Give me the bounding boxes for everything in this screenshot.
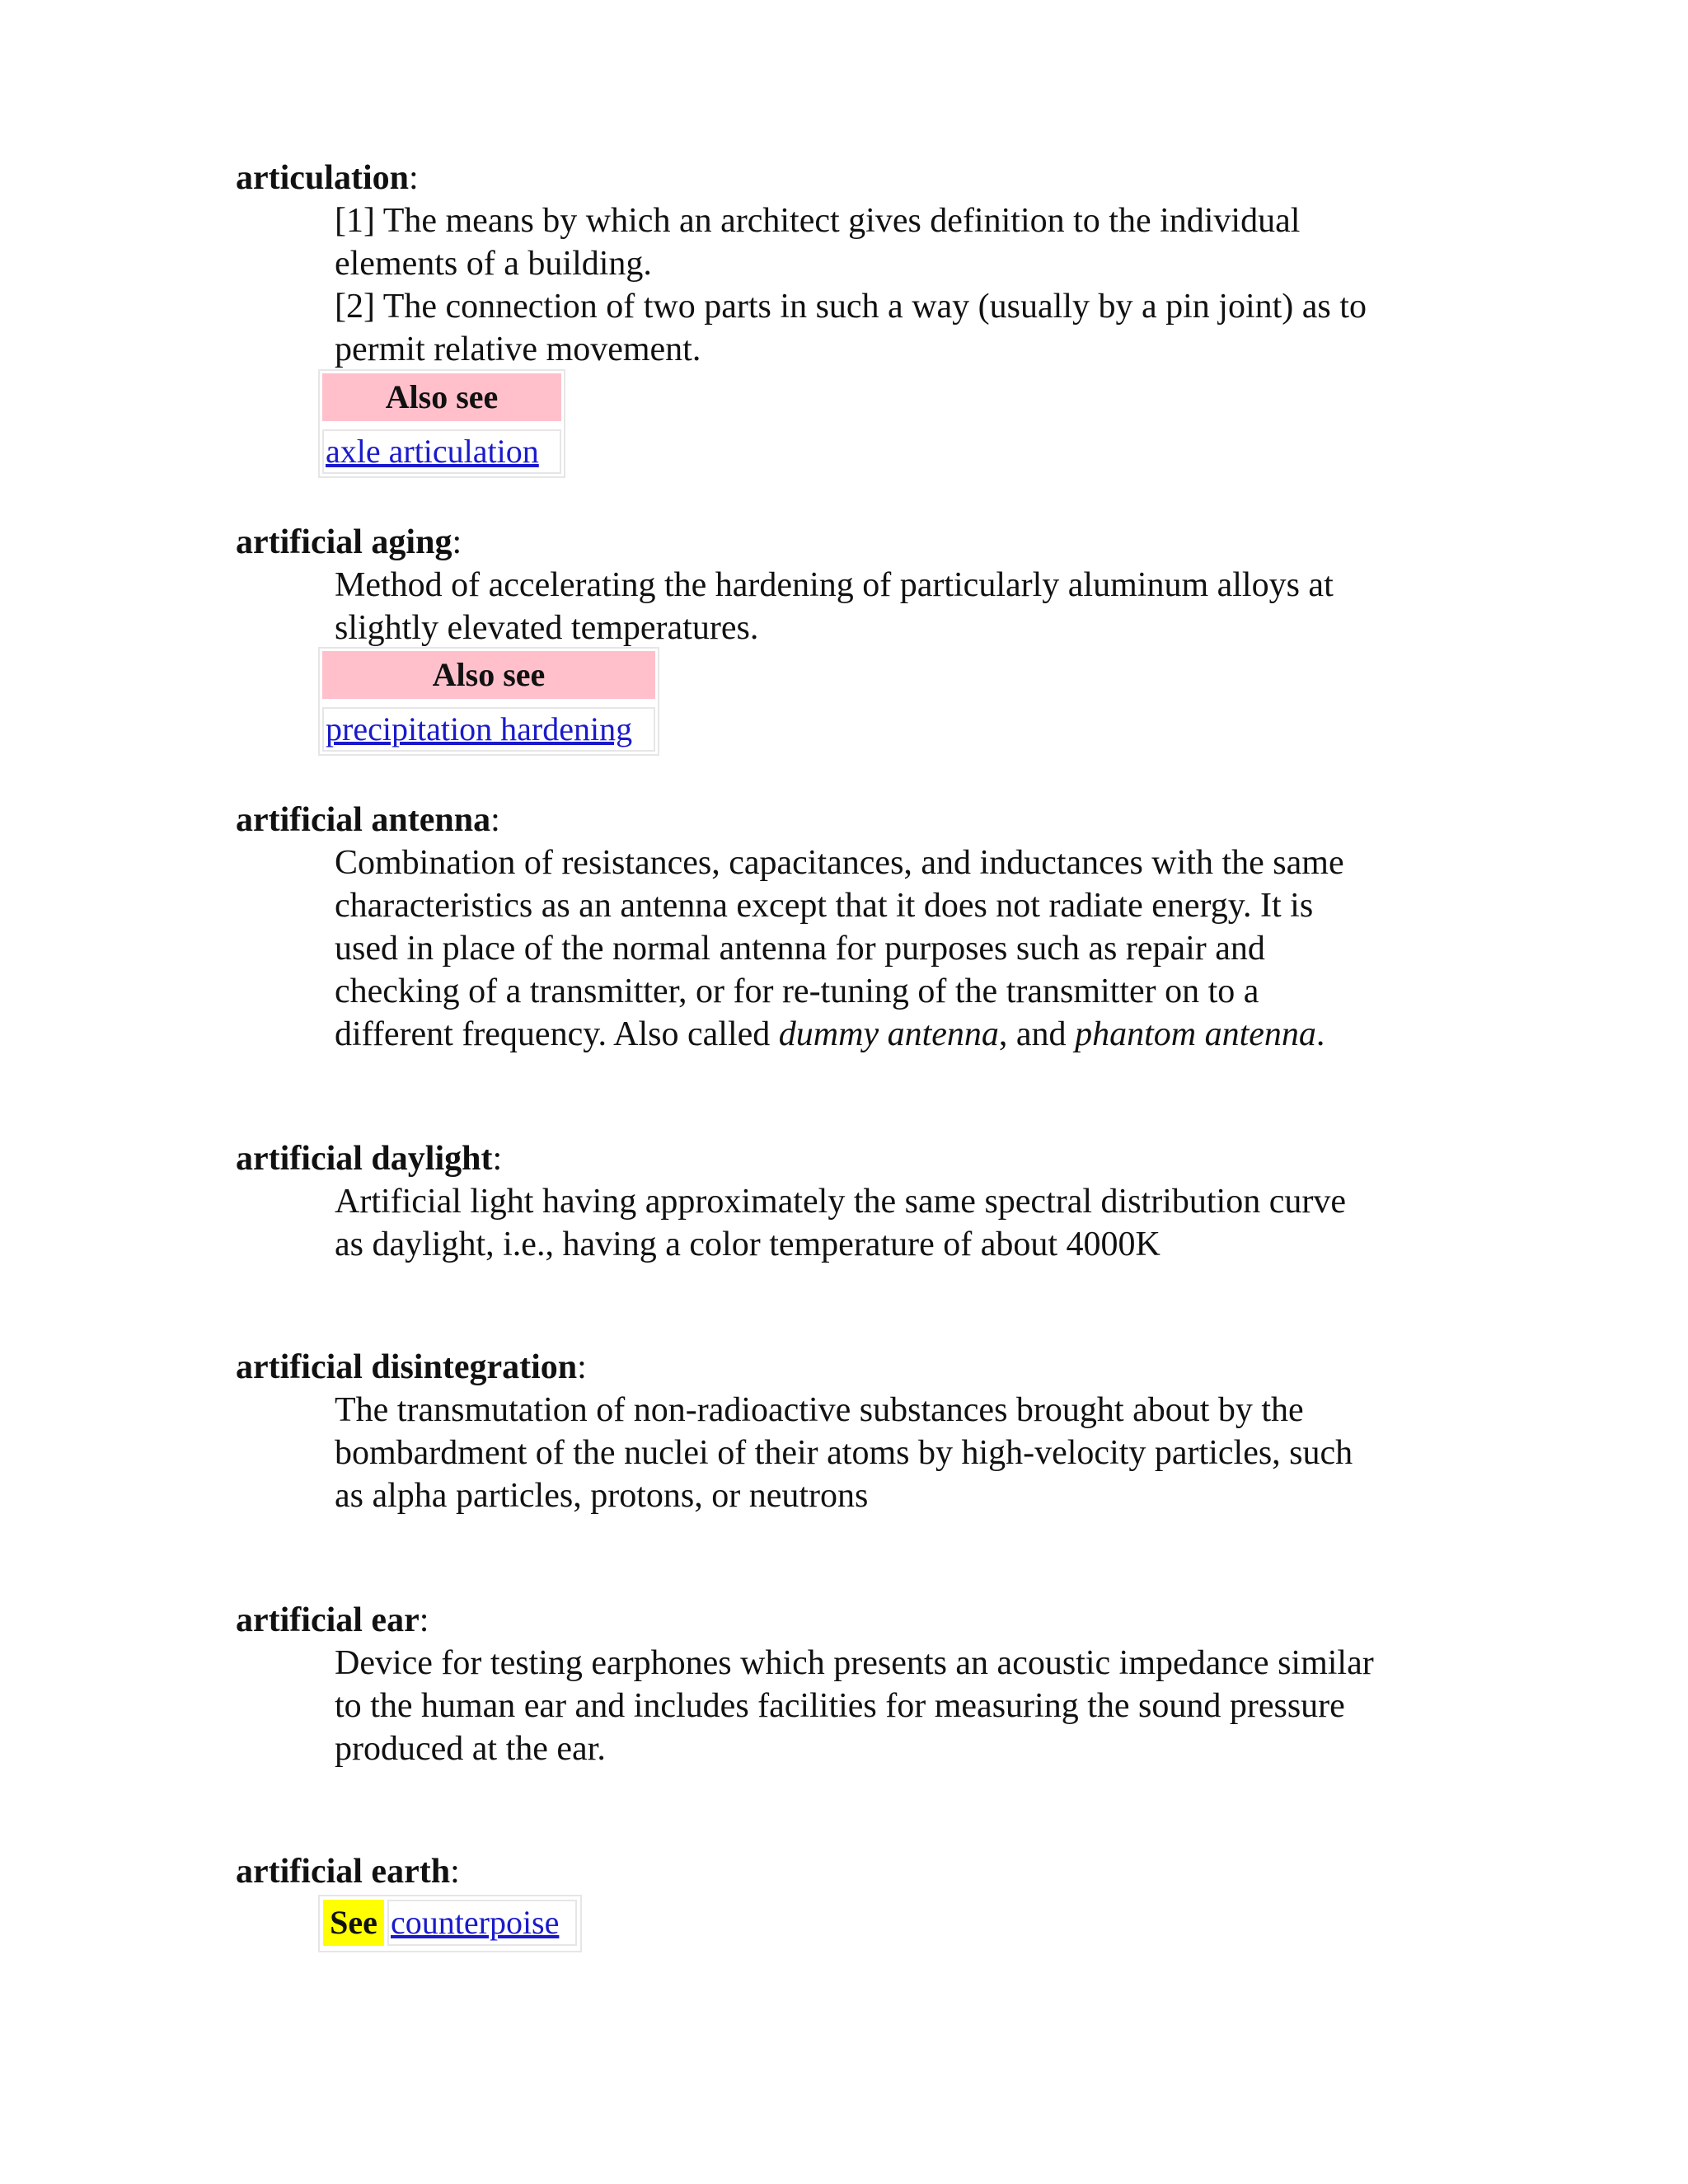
definition-line: bombardment of the nuclei of their atoms by high-velocity particles, such <box>335 1434 1353 1472</box>
definition-line: produced at the ear. <box>335 1730 606 1768</box>
colon: : <box>408 159 419 197</box>
colon: : <box>419 1601 429 1639</box>
definition-text: , and <box>998 1015 1076 1053</box>
also-see-link[interactable]: axle articulation <box>326 433 539 470</box>
term: artificial daylight <box>236 1140 493 1178</box>
term-heading <box>236 799 1472 841</box>
definition-line: Device for testing earphones which presents an acoustic impedance similar <box>335 1644 1374 1682</box>
term: artificial antenna <box>236 801 491 839</box>
see-box <box>318 1895 582 1952</box>
term: artificial disintegration <box>236 1348 578 1386</box>
definition-line: The transmutation of non-radioactive substances brought about by the <box>335 1391 1304 1429</box>
also-see-cell <box>322 429 561 474</box>
see-cell <box>387 1900 577 1946</box>
definition-line: characteristics as an antenna except that it does not radiate energy. It is <box>335 887 1314 925</box>
term-heading <box>236 1850 1472 1893</box>
definition-line: checking of a transmitter, or for re-tuning of the transmitter on to a <box>335 972 1259 1010</box>
entry-articulation <box>236 157 1472 371</box>
definition-text: different frequency. Also called <box>335 1015 779 1053</box>
see-label: See <box>323 1900 384 1946</box>
colon: : <box>490 801 500 839</box>
term-heading <box>236 1137 1472 1180</box>
colon: : <box>452 523 462 561</box>
colon: : <box>492 1140 503 1178</box>
also-see-box <box>318 647 659 756</box>
term: artificial earth <box>236 1853 451 1891</box>
term-heading <box>236 1599 1472 1642</box>
also-see-header: Also see <box>322 651 655 699</box>
entry-artificial-aging <box>236 521 1472 649</box>
colon: : <box>577 1348 587 1386</box>
definition-line: Artificial light having approximately the same spectral distribution curve <box>335 1183 1346 1221</box>
definition-line: Combination of resistances, capacitances, and inductances with the same <box>335 844 1344 882</box>
also-see-header: Also see <box>322 373 561 421</box>
also-see-cell <box>322 707 655 752</box>
definition-line: Method of accelerating the hardening of particularly aluminum alloys at <box>335 566 1334 604</box>
definition-line: as alpha particles, protons, or neutrons <box>335 1477 869 1515</box>
term: articulation <box>236 159 409 197</box>
entry-artificial-antenna <box>236 799 1472 1056</box>
term: artificial aging <box>236 523 452 561</box>
definition-line: as daylight, i.e., having a color temperature of about 4000K <box>335 1226 1160 1263</box>
definition-line: elements of a building. <box>335 245 652 283</box>
definition-line: [2] The connection of two parts in such a way (usually by a pin joint) as to <box>335 288 1367 326</box>
term: artificial ear <box>236 1601 420 1639</box>
definition-line <box>335 1013 1472 1056</box>
definition-line: used in place of the normal antenna for purposes such as repair and <box>335 930 1265 968</box>
italic-term: phantom antenna <box>1075 1015 1316 1053</box>
also-see-link[interactable]: precipitation hardening <box>326 710 633 748</box>
entry-artificial-disintegration <box>236 1346 1472 1517</box>
also-see-box <box>318 369 565 478</box>
italic-term: dummy antenna <box>778 1015 999 1053</box>
term-heading <box>236 157 1472 199</box>
colon: : <box>450 1853 460 1891</box>
definition-line: to the human ear and includes facilities for measuring the sound pressure <box>335 1687 1345 1725</box>
definition-line: [1] The means by which an architect gives definition to the individual <box>335 202 1301 240</box>
definition-line: permit relative movement. <box>335 330 701 368</box>
entry-artificial-daylight <box>236 1137 1472 1266</box>
entry-artificial-ear <box>236 1599 1472 1770</box>
see-link[interactable]: counterpoise <box>391 1904 560 1941</box>
definition-line: slightly elevated temperatures. <box>335 609 759 647</box>
entry-artificial-earth <box>236 1850 1472 1893</box>
term-heading <box>236 1346 1472 1389</box>
definition-text: . <box>1315 1015 1325 1053</box>
term-heading <box>236 521 1472 564</box>
